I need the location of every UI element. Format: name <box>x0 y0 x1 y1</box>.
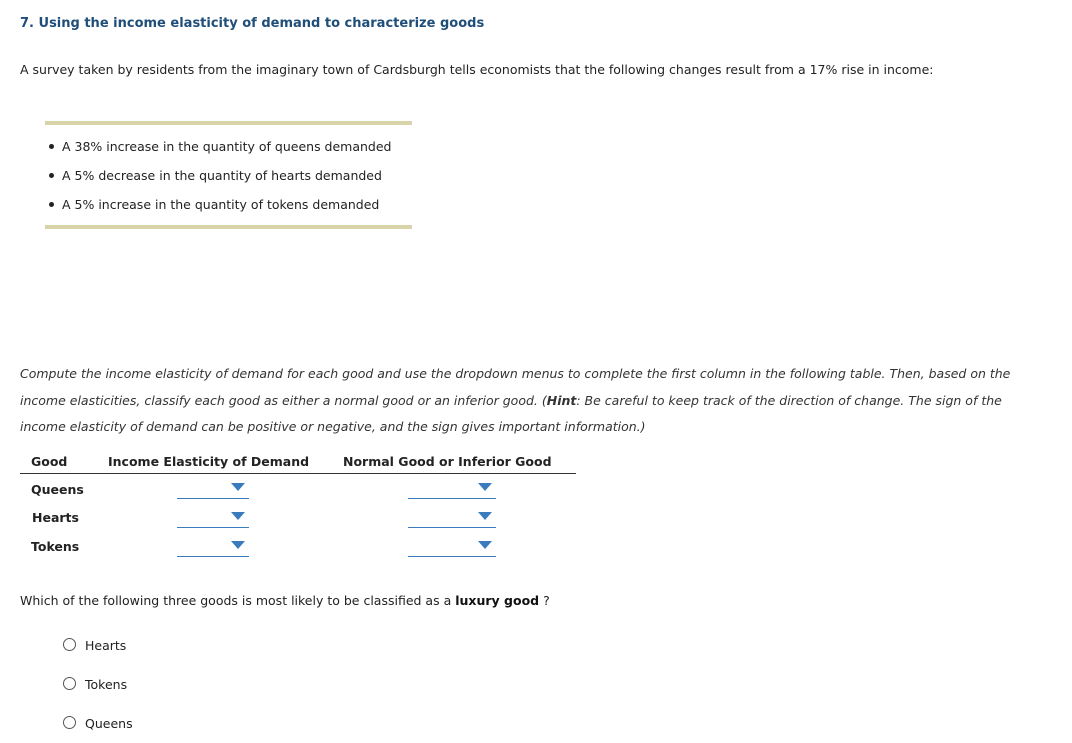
chevron-down-icon <box>478 541 492 549</box>
instructions-part1: Compute the income elasticity of demand for each good and use the dropdown menus to complete the first column in the following table. Then, based on the income elasticities, classify each good as either a normal good or an inferior good. ( <box>20 366 1011 408</box>
hearts-classification-dropdown[interactable] <box>408 509 496 528</box>
instructions-text <box>20 361 1050 441</box>
column-header-good: Good <box>31 454 68 469</box>
column-header-classification: Normal Good or Inferior Good <box>343 454 552 469</box>
option-hearts[interactable] <box>63 638 126 653</box>
table-header <box>20 452 576 474</box>
change-text: A 5% increase in the quantity of tokens demanded <box>62 197 380 212</box>
radio-button[interactable] <box>63 638 76 651</box>
instructions-part2: : Be careful to keep track of the direction of change. The sign of the income elasticity of demand can be positive or negative, and the sign gives important information.) <box>20 392 1002 434</box>
bullet-icon <box>49 202 54 207</box>
column-header-elasticity: Income Elasticity of Demand <box>108 454 310 469</box>
chevron-down-icon <box>478 483 492 491</box>
change-item <box>49 168 382 183</box>
radio-button[interactable] <box>63 716 76 729</box>
chevron-down-icon <box>231 512 245 520</box>
option-tokens[interactable] <box>63 677 127 692</box>
radio-button[interactable] <box>63 677 76 690</box>
intro-text: A survey taken by residents from the imaginary town of Cardsburgh tells economists that the following changes result from a 17% rise in income: <box>20 62 934 77</box>
luxury-good-question <box>20 593 550 608</box>
change-item <box>49 139 392 154</box>
chevron-down-icon <box>231 541 245 549</box>
bullet-icon <box>49 173 54 178</box>
hearts-elasticity-dropdown[interactable] <box>177 509 249 528</box>
bullet-icon <box>49 144 54 149</box>
change-text: A 38% increase in the quantity of queens demanded <box>62 139 392 154</box>
question-suffix: ? <box>543 593 550 608</box>
row-label-tokens: Tokens <box>31 539 80 554</box>
question-title: 7. Using the income elasticity of demand to characterize goods <box>20 16 485 31</box>
tokens-classification-dropdown[interactable] <box>408 538 496 557</box>
option-label: Tokens <box>85 677 128 692</box>
change-text: A 5% decrease in the quantity of hearts demanded <box>62 168 382 183</box>
change-item <box>49 197 379 212</box>
changes-box <box>45 121 412 229</box>
queens-elasticity-dropdown[interactable] <box>177 480 249 499</box>
hint-label: Hint <box>546 392 577 408</box>
question-prefix: Which of the following three goods is most likely to be classified as a <box>20 593 452 608</box>
row-label-hearts: Hearts <box>32 510 79 525</box>
question-emphasis: luxury good <box>455 593 540 608</box>
option-label: Queens <box>85 716 133 731</box>
option-label: Hearts <box>85 638 127 653</box>
option-queens[interactable] <box>63 716 133 731</box>
chevron-down-icon <box>478 512 492 520</box>
tokens-elasticity-dropdown[interactable] <box>177 538 249 557</box>
row-label-queens: Queens <box>31 482 84 497</box>
chevron-down-icon <box>231 483 245 491</box>
queens-classification-dropdown[interactable] <box>408 480 496 499</box>
